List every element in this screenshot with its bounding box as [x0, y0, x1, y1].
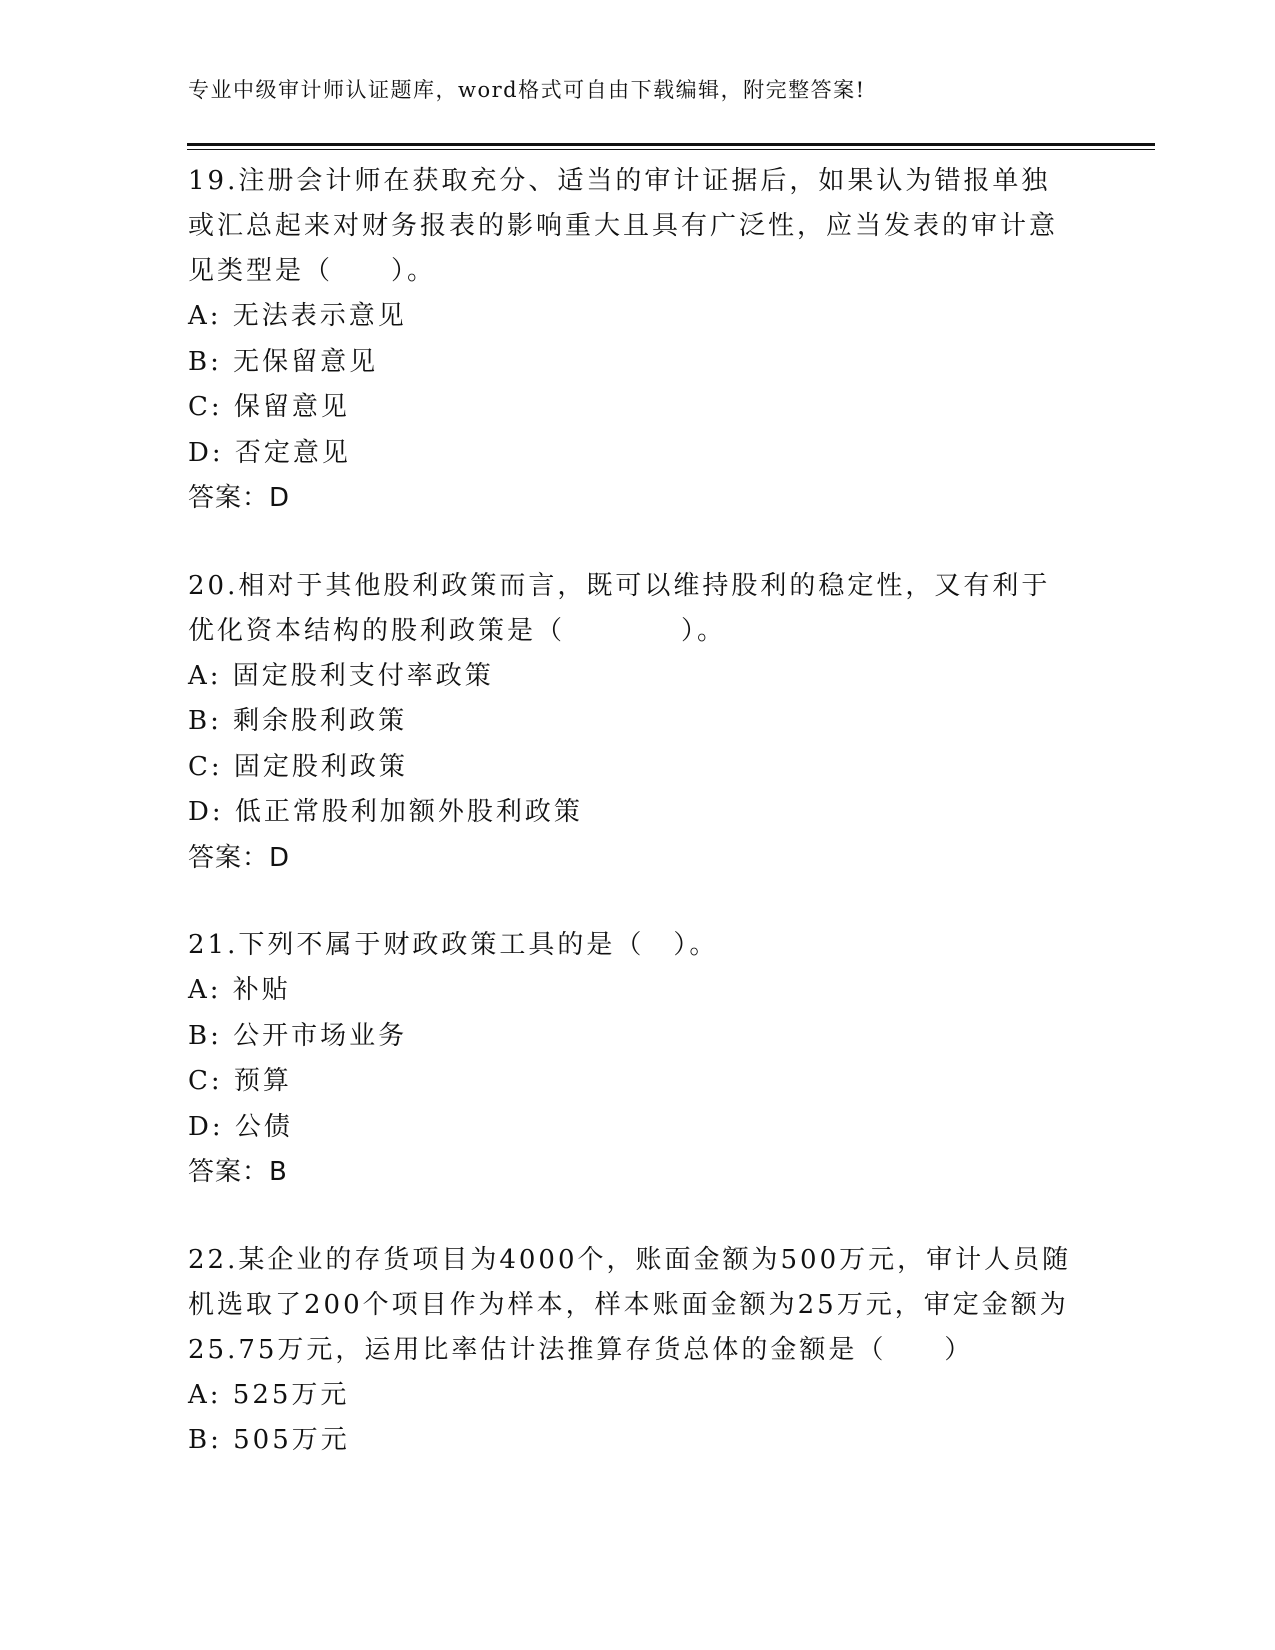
option-b: B: 剩余股利政策 — [188, 706, 408, 736]
option-a: A: 525万元 — [188, 1379, 350, 1410]
option-c: C: 预算 — [188, 1066, 292, 1096]
question-21 — [188, 923, 1078, 1196]
option-b: B: 公开市场业务 — [188, 1020, 408, 1051]
option-c: C: 保留意见 — [188, 392, 350, 422]
option-a: A: 固定股利支付率政策 — [188, 660, 494, 691]
question-19 — [188, 159, 1078, 522]
option-d: D: 公债 — [188, 1111, 293, 1142]
answer-line: 答案：B — [188, 1157, 288, 1187]
question-list — [188, 159, 1078, 1506]
question-20 — [188, 564, 1078, 882]
option-b: B: 无保留意见 — [188, 346, 379, 377]
option-list — [188, 1373, 1078, 1464]
header-rule-thick — [187, 143, 1155, 146]
option-a: A: 补贴 — [188, 975, 291, 1005]
option-list — [188, 654, 1078, 836]
question-stem: 19.注册会计师在获取充分、适当的审计证据后，如果认为错报单独或汇总起来对财务报表的影响重大且具有广泛性，应当发表的审计意见类型是（ ）。 — [188, 166, 1059, 286]
option-list — [188, 294, 1078, 476]
question-22 — [188, 1238, 1078, 1464]
header-rule-thin — [187, 149, 1155, 150]
page-header: 专业中级审计师认证题库，word格式可自由下载编辑，附完整答案! — [188, 78, 866, 102]
option-d: D: 否定意见 — [188, 437, 351, 468]
option-d: D: 低正常股利加额外股利政策 — [188, 797, 583, 827]
question-stem: 20.相对于其他股利政策而言，既可以维持股利的稳定性，又有利于优化资本结构的股利政策是（ ）。 — [188, 570, 1051, 646]
option-list — [188, 968, 1078, 1150]
option-c: C: 固定股利政策 — [188, 751, 408, 782]
option-a: A: 无法表示意见 — [188, 301, 407, 331]
answer-line: 答案：D — [188, 483, 291, 513]
question-stem: 22.某企业的存货项目为4000个，账面金额为500万元，审计人员随机选取了200个项目作为样本，样本账面金额为25万元，审定金额为25.75万元，运用比率估计法推算存货总体的金额是（ ） — [188, 1244, 1072, 1365]
question-stem: 21.下列不属于财政政策工具的是（ ）。 — [188, 930, 719, 960]
option-b: B: 505万元 — [188, 1425, 350, 1455]
answer-line: 答案：D — [188, 842, 291, 873]
